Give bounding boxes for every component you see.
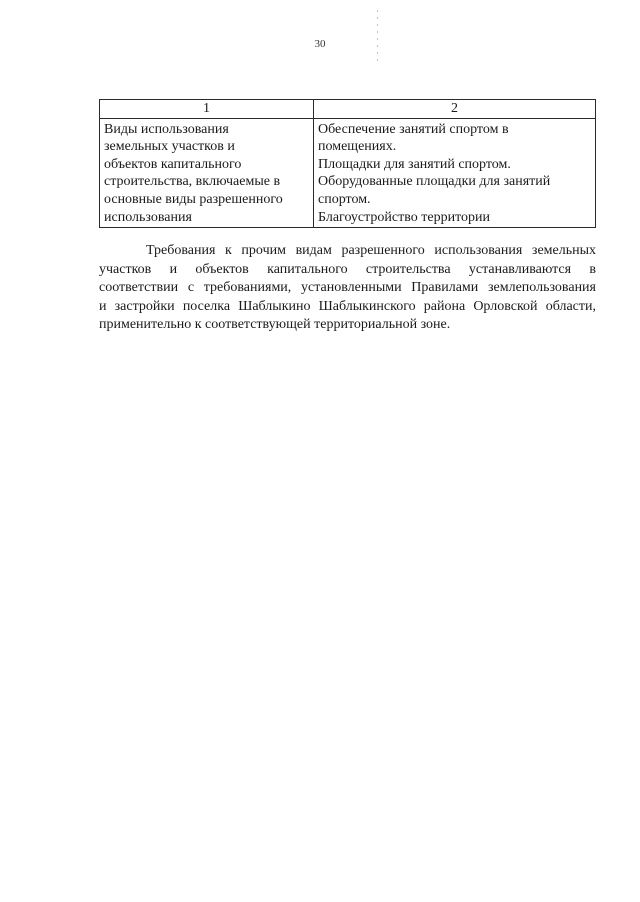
cell-line: Оборудованные площадки для занятий bbox=[318, 174, 551, 190]
paragraph-line: и застройки поселка Шаблыкино Шаблыкинского района Орловской области, bbox=[99, 298, 596, 314]
cell-line: строительства, включаемые в bbox=[104, 174, 281, 190]
page-number: 30 bbox=[314, 38, 326, 50]
cell-line: Благоустройство территории bbox=[318, 209, 490, 225]
cell-line: основные виды разрешенного bbox=[104, 191, 283, 207]
requirements-paragraph bbox=[99, 242, 596, 335]
table-header-col-1: 1 bbox=[100, 100, 314, 119]
table-cell-use-types bbox=[100, 118, 314, 228]
cell-line: объектов капитального bbox=[104, 156, 242, 172]
paragraph-line: участков и объектов капитального строительства устанавливаются в bbox=[99, 261, 596, 277]
cell-line: использования bbox=[104, 209, 192, 225]
cell-line: спортом. bbox=[318, 191, 371, 207]
cell-line: Виды использования bbox=[104, 121, 229, 137]
table-header-col-2: 2 bbox=[314, 100, 596, 119]
paragraph-line: соответствии с требованиями, установленными Правилами землепользования bbox=[99, 280, 596, 295]
cell-line: помещениях. bbox=[318, 139, 397, 155]
paragraph-line: применительно к соответствующей территориальной зоне. bbox=[99, 317, 451, 332]
paragraph-line: Требования к прочим видам разрешенного использования земельных bbox=[146, 243, 596, 258]
cell-line: Площадки для занятий спортом. bbox=[318, 156, 511, 172]
cell-line: земельных участков и bbox=[104, 139, 235, 155]
land-use-table bbox=[99, 99, 596, 228]
scan-artifact-line bbox=[377, 10, 378, 62]
table-row bbox=[100, 118, 596, 228]
table-cell-permitted-uses bbox=[314, 118, 596, 228]
table-header-row bbox=[100, 100, 596, 119]
cell-line: Обеспечение занятий спортом в bbox=[318, 121, 509, 137]
